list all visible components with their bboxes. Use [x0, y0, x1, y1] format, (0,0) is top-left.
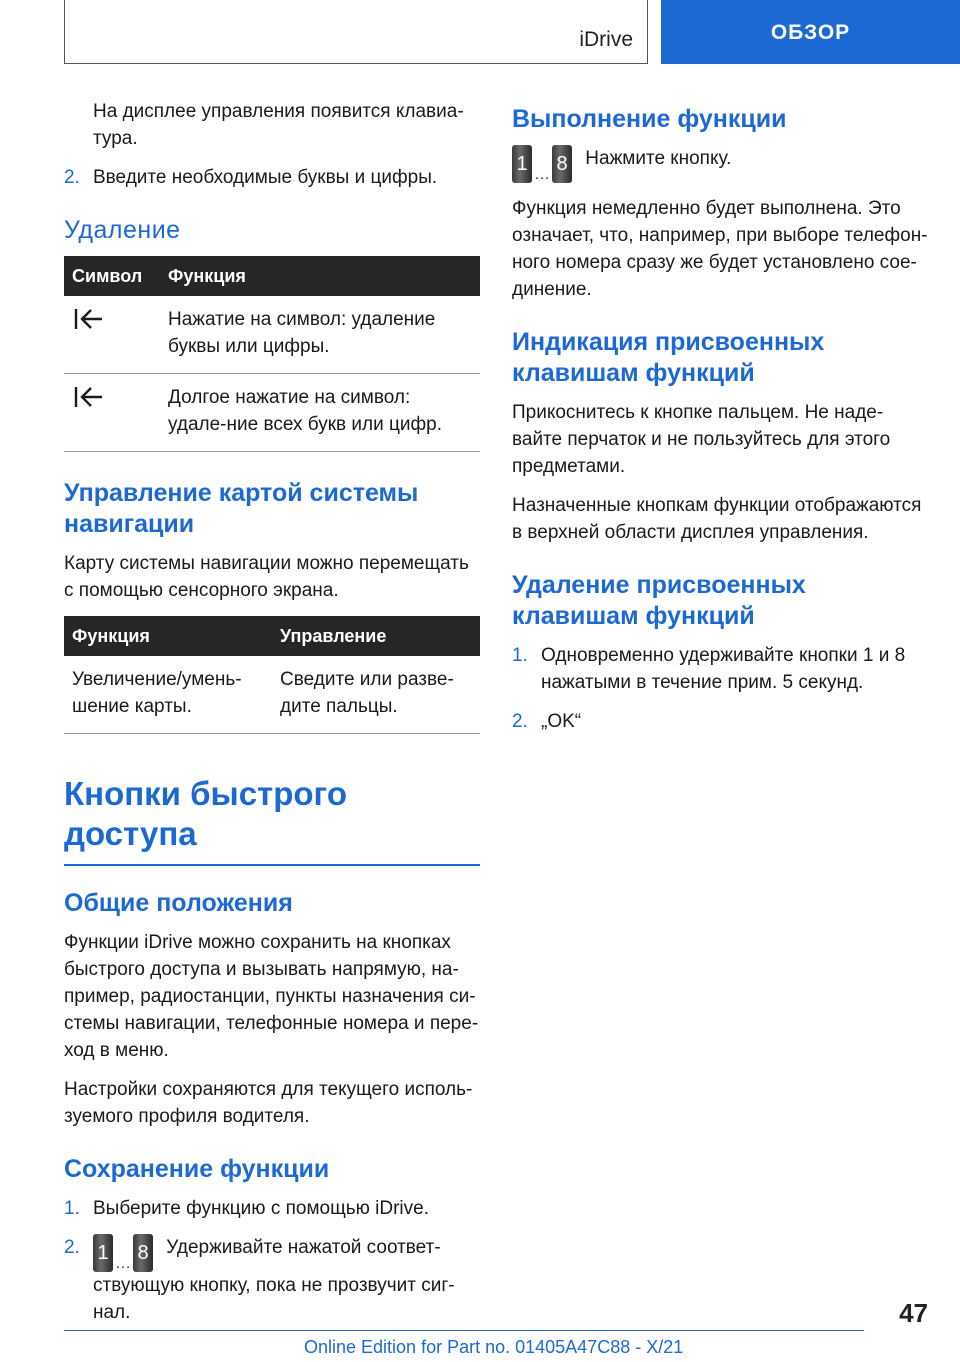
execute-press-text: Нажмите кнопку.: [585, 148, 732, 169]
favorite-button-last: 8: [552, 145, 572, 183]
favorite-button-first: 1: [512, 145, 532, 183]
table-header-function: Функция: [64, 616, 272, 656]
favorites-heading: Кнопки быстрого доступа: [64, 775, 347, 852]
favorite-buttons-icon: [93, 1234, 153, 1272]
table-cell-function: Нажатие на символ: удаление буквы или цифры.: [160, 296, 480, 374]
footer-edition-text[interactable]: Online Edition for Part no. 01405A47C88 - X/21: [304, 1337, 684, 1357]
table-header-control: Управление: [272, 616, 480, 656]
general-paragraph-2: Настройки сохраняются для текущего исполь-зуемого профиля водителя.: [64, 1079, 473, 1127]
table-cell-function: Увеличение/умень-шение карты.: [64, 656, 272, 734]
step-text: Выберите функцию с помощью iDrive.: [93, 1198, 429, 1219]
step-text: Введите необходимые буквы и цифры.: [93, 167, 438, 188]
table-cell-function: Долгое нажатие на символ: удале-ние всех букв или цифр.: [160, 374, 480, 452]
delete-assigned-heading: Удаление присвоенных клавишам функций: [512, 571, 806, 630]
save-step-1: [64, 1195, 480, 1222]
left-column: [64, 98, 480, 1338]
header-chapter-tab[interactable]: ОБЗОР: [661, 0, 960, 64]
indication-paragraph-2: Назначенные кнопкам функции отображаются в верхней области дисплея управления.: [512, 495, 922, 543]
indication-paragraph-1: Прикоснитесь к кнопке пальцем. Не наде-вайте перчаток и не пользуйтесь для этого предметами.: [512, 402, 891, 477]
favorite-buttons-ellipsis: …: [534, 166, 550, 183]
favorite-buttons-ellipsis: …: [115, 1255, 131, 1272]
map-control-heading: Управление картой системы навигации: [64, 479, 419, 538]
backspace-icon: [72, 384, 104, 410]
map-control-table: [64, 616, 480, 734]
favorite-buttons-icon: [512, 145, 572, 183]
table-header-symbol: Символ: [64, 256, 160, 296]
favorite-button-last: 8: [133, 1234, 153, 1272]
save-step-2: [64, 1234, 480, 1326]
step-number: 2.: [64, 167, 80, 188]
delete-symbol-table: [64, 256, 480, 452]
intro-step-2: [64, 164, 480, 191]
table-row: [64, 374, 480, 452]
delete-step-1: [512, 642, 928, 696]
map-control-text: Карту системы навигации можно перемещать с помощью сенсорного экрана.: [64, 553, 469, 601]
table-cell-control: Сведите или разве-дите пальцы.: [272, 656, 480, 734]
execute-function-heading: Выполнение функции: [512, 105, 787, 133]
page-number: 47: [899, 1298, 928, 1328]
indication-heading: Индикация присвоенных клавишам функций: [512, 328, 825, 387]
header-section-title: iDrive: [579, 28, 633, 51]
step-number: 2.: [64, 1237, 80, 1258]
general-paragraph-1: Функции iDrive можно сохранить на кнопках быстрого доступа и вызывать напрямую, на-пример, радиостанции, пункты назначения си-стемы навигации, телефонные номера и пере-ход в меню.: [64, 932, 479, 1061]
save-function-heading: Сохранение функции: [64, 1155, 330, 1183]
step-number: 1.: [512, 645, 528, 666]
step-text: „OK“: [541, 711, 582, 732]
execute-text: Функция немедленно будет выполнена. Это означает, что, например, при выборе телефон-ного номера сразу же будет установлено сое-динение.: [512, 198, 928, 300]
table-header-function: Функция: [160, 256, 480, 296]
step-number: 2.: [512, 711, 528, 732]
favorites-heading-wrap: [64, 774, 480, 866]
right-column: [512, 98, 928, 747]
delete-step-2: [512, 708, 928, 735]
delete-heading: Удаление: [64, 216, 181, 244]
step-number: 1.: [64, 1198, 80, 1219]
general-heading: Общие положения: [64, 889, 293, 917]
backspace-icon: [72, 306, 104, 332]
favorite-button-first: 1: [93, 1234, 113, 1272]
intro-continuation: На дисплее управления появится клавиа-тура.: [93, 101, 464, 149]
table-row: [64, 656, 480, 734]
table-row: [64, 296, 480, 374]
step-text: Удерживайте нажатой соответ-ствующую кнопку, пока не прозвучит сиг-нал.: [93, 1237, 455, 1323]
header-box: [64, 0, 648, 64]
footer-divider: [64, 1330, 864, 1331]
step-text: Одновременно удерживайте кнопки 1 и 8 нажатыми в течение прим. 5 секунд.: [541, 645, 906, 693]
